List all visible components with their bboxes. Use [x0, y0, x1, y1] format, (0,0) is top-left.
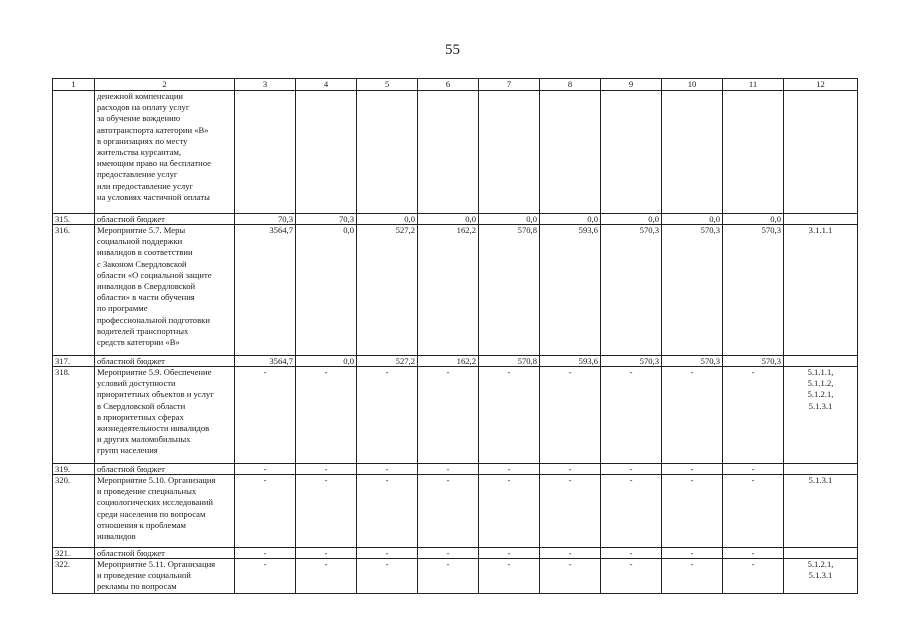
- description-line: групп населения: [97, 445, 158, 456]
- value-cell: -: [479, 559, 540, 594]
- value-cell: 527,2: [357, 356, 418, 367]
- row-description: [95, 475, 235, 548]
- value-cell: -: [296, 548, 357, 559]
- value-cell: 0,0: [357, 214, 418, 225]
- target-code: [784, 214, 858, 225]
- value-cell: -: [540, 464, 601, 475]
- description-line: расходов на оплату услуг: [97, 102, 190, 113]
- description-line: областной бюджет: [97, 214, 165, 224]
- table-row: [53, 559, 858, 594]
- code-line: 3.1.1.1: [808, 225, 833, 235]
- value-cell: 593,6: [540, 225, 601, 356]
- value-cell: -: [662, 464, 723, 475]
- target-code: [784, 475, 858, 548]
- code-line: 5.1.3.1: [808, 475, 833, 485]
- value-cell: -: [357, 464, 418, 475]
- row-number: 322.: [53, 559, 95, 594]
- description-line: приоритетных объектов и услуг: [97, 389, 214, 400]
- value-cell: -: [601, 464, 662, 475]
- table-row: [53, 475, 858, 548]
- column-header: 5: [357, 79, 418, 91]
- budget-table: [52, 78, 858, 594]
- table-row: [53, 91, 858, 214]
- target-code: [784, 225, 858, 356]
- row-number: 315.: [53, 214, 95, 225]
- column-header: 2: [95, 79, 235, 91]
- value-cell: -: [601, 548, 662, 559]
- description-line: жительства курсантам,: [97, 147, 182, 158]
- description-line: водителей транспортных: [97, 325, 189, 336]
- code-line: 5.1.1.2,: [807, 378, 834, 389]
- code-line: 5.1.3.1: [808, 400, 833, 411]
- description-line: социологических исследований: [97, 497, 214, 508]
- value-cell: 570,3: [723, 225, 784, 356]
- column-header: 4: [296, 79, 357, 91]
- value-cell: 570,8: [479, 356, 540, 367]
- table-row: [53, 548, 858, 559]
- row-description: [95, 367, 235, 464]
- description-line: и проведение социальной: [97, 570, 191, 581]
- value-cell: -: [296, 464, 357, 475]
- value-cell: -: [235, 475, 296, 548]
- value-cell: [418, 91, 479, 214]
- value-cell: 162,2: [418, 356, 479, 367]
- value-cell: 70,3: [235, 214, 296, 225]
- value-cell: 0,0: [601, 214, 662, 225]
- header-row: [53, 79, 858, 91]
- value-cell: -: [418, 548, 479, 559]
- description-line: или предоставление услуг: [97, 180, 194, 191]
- row-number: 321.: [53, 548, 95, 559]
- code-line: 5.1.2.1,: [807, 389, 834, 400]
- description-line: областной бюджет: [97, 356, 165, 366]
- row-number: 320.: [53, 475, 95, 548]
- row-description: [95, 91, 235, 214]
- row-description: [95, 225, 235, 356]
- description-line: автотранспорта категории «В»: [97, 124, 209, 135]
- value-cell: -: [418, 464, 479, 475]
- row-number: 319.: [53, 464, 95, 475]
- value-cell: -: [418, 559, 479, 594]
- value-cell: 0,0: [723, 214, 784, 225]
- column-header: 9: [601, 79, 662, 91]
- description-line: Мероприятие 5.11. Организация: [97, 559, 216, 569]
- description-line: инвалидов в Свердловской: [97, 281, 196, 292]
- value-cell: 570,3: [662, 356, 723, 367]
- row-number: 316.: [53, 225, 95, 356]
- description-line: имеющим право на бесплатное: [97, 158, 211, 169]
- description-line: на условиях частичной оплаты: [97, 191, 210, 202]
- description-line: Мероприятие 5.10. Организация: [97, 475, 216, 485]
- value-cell: 0,0: [296, 356, 357, 367]
- description-line: денежной компенсации: [97, 91, 184, 101]
- description-line: инвалидов в соответствии: [97, 247, 193, 258]
- value-cell: -: [601, 367, 662, 464]
- value-cell: 3564,7: [235, 356, 296, 367]
- value-cell: 0,0: [479, 214, 540, 225]
- value-cell: -: [540, 559, 601, 594]
- value-cell: [235, 91, 296, 214]
- description-line: в организациях по месту: [97, 135, 188, 146]
- description-line: за обучение вождению: [97, 113, 181, 124]
- target-code: [784, 559, 858, 594]
- description-line: с Законом Свердловской: [97, 258, 187, 269]
- column-header: 10: [662, 79, 723, 91]
- value-cell: -: [296, 367, 357, 464]
- row-description: [95, 214, 235, 225]
- column-header: 12: [784, 79, 858, 91]
- row-description: [95, 356, 235, 367]
- description-line: инвалидов: [97, 531, 136, 542]
- value-cell: [540, 91, 601, 214]
- description-line: предоставление услуг: [97, 169, 178, 180]
- table-row: [53, 367, 858, 464]
- value-cell: -: [235, 464, 296, 475]
- value-cell: -: [540, 367, 601, 464]
- target-code: [784, 464, 858, 475]
- description-line: областной бюджет: [97, 548, 165, 558]
- value-cell: -: [418, 475, 479, 548]
- row-description: [95, 464, 235, 475]
- value-cell: [296, 91, 357, 214]
- description-line: областной бюджет: [97, 464, 165, 474]
- table-row: [53, 356, 858, 367]
- value-cell: -: [723, 464, 784, 475]
- code-line: 5.1.1.1,: [807, 367, 834, 377]
- value-cell: -: [357, 475, 418, 548]
- table-row: [53, 464, 858, 475]
- column-header: 3: [235, 79, 296, 91]
- row-number: 317.: [53, 356, 95, 367]
- target-code: [784, 548, 858, 559]
- value-cell: 570,3: [662, 225, 723, 356]
- value-cell: [662, 91, 723, 214]
- value-cell: [357, 91, 418, 214]
- column-header: 8: [540, 79, 601, 91]
- code-line: 5.1.2.1,: [807, 559, 834, 569]
- row-description: [95, 548, 235, 559]
- value-cell: -: [723, 548, 784, 559]
- page-number: 55: [445, 42, 460, 58]
- value-cell: -: [357, 548, 418, 559]
- description-line: рекламы по вопросам: [97, 581, 177, 592]
- description-line: в приоритетных сферах: [97, 411, 184, 422]
- value-cell: 3564,7: [235, 225, 296, 356]
- target-code: [784, 91, 858, 214]
- value-cell: -: [235, 548, 296, 559]
- value-cell: -: [723, 475, 784, 548]
- table-body: [53, 91, 858, 594]
- description-line: условий доступности: [97, 378, 176, 389]
- description-line: области» в части обучения: [97, 292, 195, 303]
- description-line: и других маломобильных: [97, 434, 191, 445]
- table-row: [53, 214, 858, 225]
- value-cell: -: [296, 475, 357, 548]
- description-line: и проведение специальных: [97, 486, 197, 497]
- value-cell: -: [418, 367, 479, 464]
- value-cell: -: [357, 367, 418, 464]
- value-cell: 570,3: [601, 225, 662, 356]
- column-header: 11: [723, 79, 784, 91]
- value-cell: 162,2: [418, 225, 479, 356]
- value-cell: -: [662, 367, 723, 464]
- value-cell: 70,3: [296, 214, 357, 225]
- target-code: [784, 356, 858, 367]
- description-line: среди населения по вопросам: [97, 508, 206, 519]
- description-line: жизнедеятельности инвалидов: [97, 423, 210, 434]
- value-cell: 0,0: [296, 225, 357, 356]
- value-cell: 527,2: [357, 225, 418, 356]
- value-cell: 0,0: [540, 214, 601, 225]
- value-cell: 0,0: [662, 214, 723, 225]
- value-cell: -: [540, 548, 601, 559]
- table-row: [53, 225, 858, 356]
- value-cell: -: [723, 559, 784, 594]
- row-number: [53, 91, 95, 214]
- description-line: по программе: [97, 303, 148, 314]
- value-cell: 0,0: [418, 214, 479, 225]
- value-cell: [723, 91, 784, 214]
- value-cell: -: [479, 475, 540, 548]
- value-cell: -: [540, 475, 601, 548]
- value-cell: [479, 91, 540, 214]
- column-header: 6: [418, 79, 479, 91]
- value-cell: -: [479, 367, 540, 464]
- value-cell: 570,8: [479, 225, 540, 356]
- description-line: социальной поддержки: [97, 236, 183, 247]
- value-cell: [601, 91, 662, 214]
- value-cell: -: [479, 464, 540, 475]
- description-line: Мероприятие 5.9. Обеспечение: [97, 367, 212, 377]
- row-number: 318.: [53, 367, 95, 464]
- row-description: [95, 559, 235, 594]
- value-cell: -: [662, 548, 723, 559]
- value-cell: -: [723, 367, 784, 464]
- value-cell: -: [601, 475, 662, 548]
- column-header: 1: [53, 79, 95, 91]
- description-line: средств категории «В»: [97, 337, 180, 348]
- code-line: 5.1.3.1: [808, 570, 833, 581]
- value-cell: -: [662, 475, 723, 548]
- value-cell: -: [235, 367, 296, 464]
- description-line: в Свердловской области: [97, 400, 186, 411]
- value-cell: 570,3: [601, 356, 662, 367]
- value-cell: -: [479, 548, 540, 559]
- description-line: области «О социальной защите: [97, 269, 212, 280]
- description-line: профессиональной подготовки: [97, 314, 210, 325]
- value-cell: 593,6: [540, 356, 601, 367]
- value-cell: -: [601, 559, 662, 594]
- column-header: 7: [479, 79, 540, 91]
- value-cell: -: [235, 559, 296, 594]
- value-cell: -: [296, 559, 357, 594]
- value-cell: -: [662, 559, 723, 594]
- description-line: Мероприятие 5.7. Меры: [97, 225, 186, 235]
- value-cell: -: [357, 559, 418, 594]
- target-code: [784, 367, 858, 464]
- value-cell: 570,3: [723, 356, 784, 367]
- description-line: отношения к проблемам: [97, 519, 186, 530]
